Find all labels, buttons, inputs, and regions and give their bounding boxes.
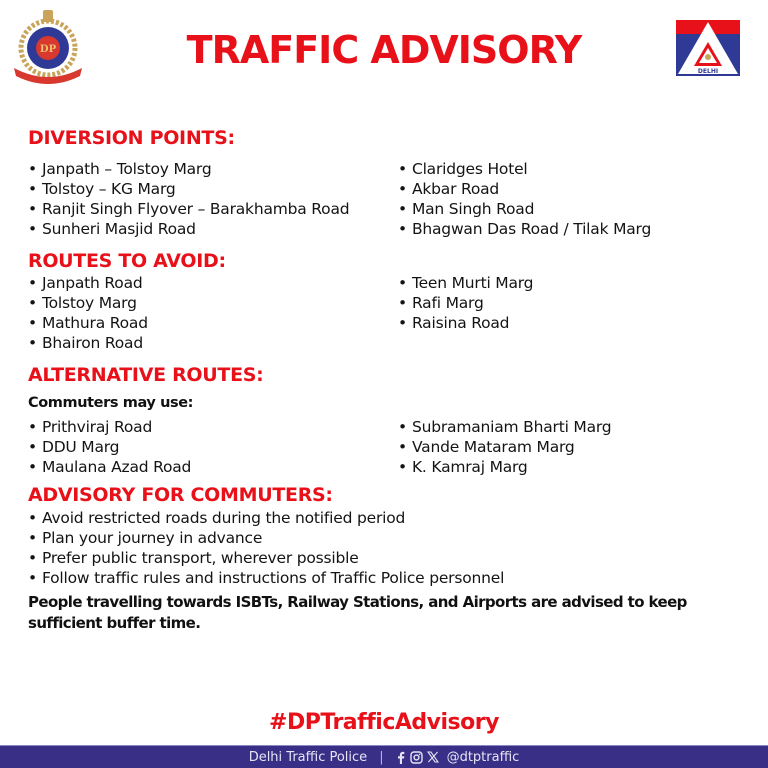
- list-item: • Janpath – Tolstoy Marg: [28, 159, 349, 179]
- list-item: • Teen Murti Marg: [398, 273, 533, 293]
- svg-text:DP: DP: [39, 44, 57, 55]
- hashtag: #DPTrafficAdvisory: [269, 710, 499, 735]
- list-item: • Janpath Road: [28, 273, 148, 293]
- diversion-points-list-left: [28, 159, 349, 239]
- list-item: • Vande Mataram Marg: [398, 437, 611, 457]
- list-item: • Prefer public transport, wherever possible: [28, 548, 504, 568]
- social-icons: [396, 751, 439, 764]
- advisory-note: People travelling towards ISBTs, Railway Stations, and Airports are advised to keep sufficient buffer time.: [28, 593, 687, 632]
- footer-bar: [0, 745, 768, 768]
- x-icon[interactable]: [427, 751, 439, 763]
- list-item: • Plan your journey in advance: [28, 528, 504, 548]
- alternative-routes-heading: ALTERNATIVE ROUTES:: [28, 364, 264, 386]
- advisory-heading: ADVISORY FOR COMMUTERS:: [28, 484, 333, 506]
- list-item: • Prithviraj Road: [28, 417, 191, 437]
- list-item: • Rafi Marg: [398, 293, 533, 313]
- footer-separator: |: [379, 749, 384, 765]
- diversion-points-heading: DIVERSION POINTS:: [28, 127, 235, 149]
- list-item: • Ranjit Singh Flyover – Barakhamba Road: [28, 199, 349, 219]
- instagram-icon[interactable]: [410, 751, 423, 764]
- list-item: • Tolstoy Marg: [28, 293, 148, 313]
- list-item: • Subramaniam Bharti Marg: [398, 417, 611, 437]
- diversion-points-list-right: [398, 159, 651, 239]
- list-item: • Mathura Road: [28, 313, 148, 333]
- list-item: • Tolstoy – KG Marg: [28, 179, 349, 199]
- alternative-routes-subheading: Commuters may use:: [28, 395, 194, 411]
- list-item: • Bhagwan Das Road / Tilak Marg: [398, 219, 651, 239]
- list-item: • Claridges Hotel: [398, 159, 651, 179]
- footer-org: Delhi Traffic Police: [248, 749, 368, 765]
- list-item: • Akbar Road: [398, 179, 651, 199]
- list-item: • Raisina Road: [398, 313, 533, 333]
- list-item: • Sunheri Masjid Road: [28, 219, 349, 239]
- routes-to-avoid-list-left: [28, 273, 148, 353]
- footer-handle[interactable]: @dtptraffic: [446, 749, 520, 765]
- alternative-routes-list-left: [28, 417, 191, 477]
- advisory-list: [28, 508, 504, 588]
- list-item: • Maulana Azad Road: [28, 457, 191, 477]
- facebook-icon[interactable]: [396, 751, 406, 764]
- traffic-police-delhi-logo: [676, 20, 740, 76]
- list-item: • Man Singh Road: [398, 199, 651, 219]
- page-title: TRAFFIC ADVISORY: [186, 28, 582, 72]
- list-item: • K. Kamraj Marg: [398, 457, 611, 477]
- svg-text:DELHI: DELHI: [697, 68, 719, 75]
- routes-to-avoid-list-right: [398, 273, 533, 333]
- alternative-routes-list-right: [398, 417, 611, 477]
- list-item: • DDU Marg: [28, 437, 191, 457]
- list-item: • Bhairon Road: [28, 333, 148, 353]
- routes-to-avoid-heading: ROUTES TO AVOID:: [28, 250, 226, 272]
- list-item: • Avoid restricted roads during the notified period: [28, 508, 504, 528]
- list-item: • Follow traffic rules and instructions of Traffic Police personnel: [28, 568, 504, 588]
